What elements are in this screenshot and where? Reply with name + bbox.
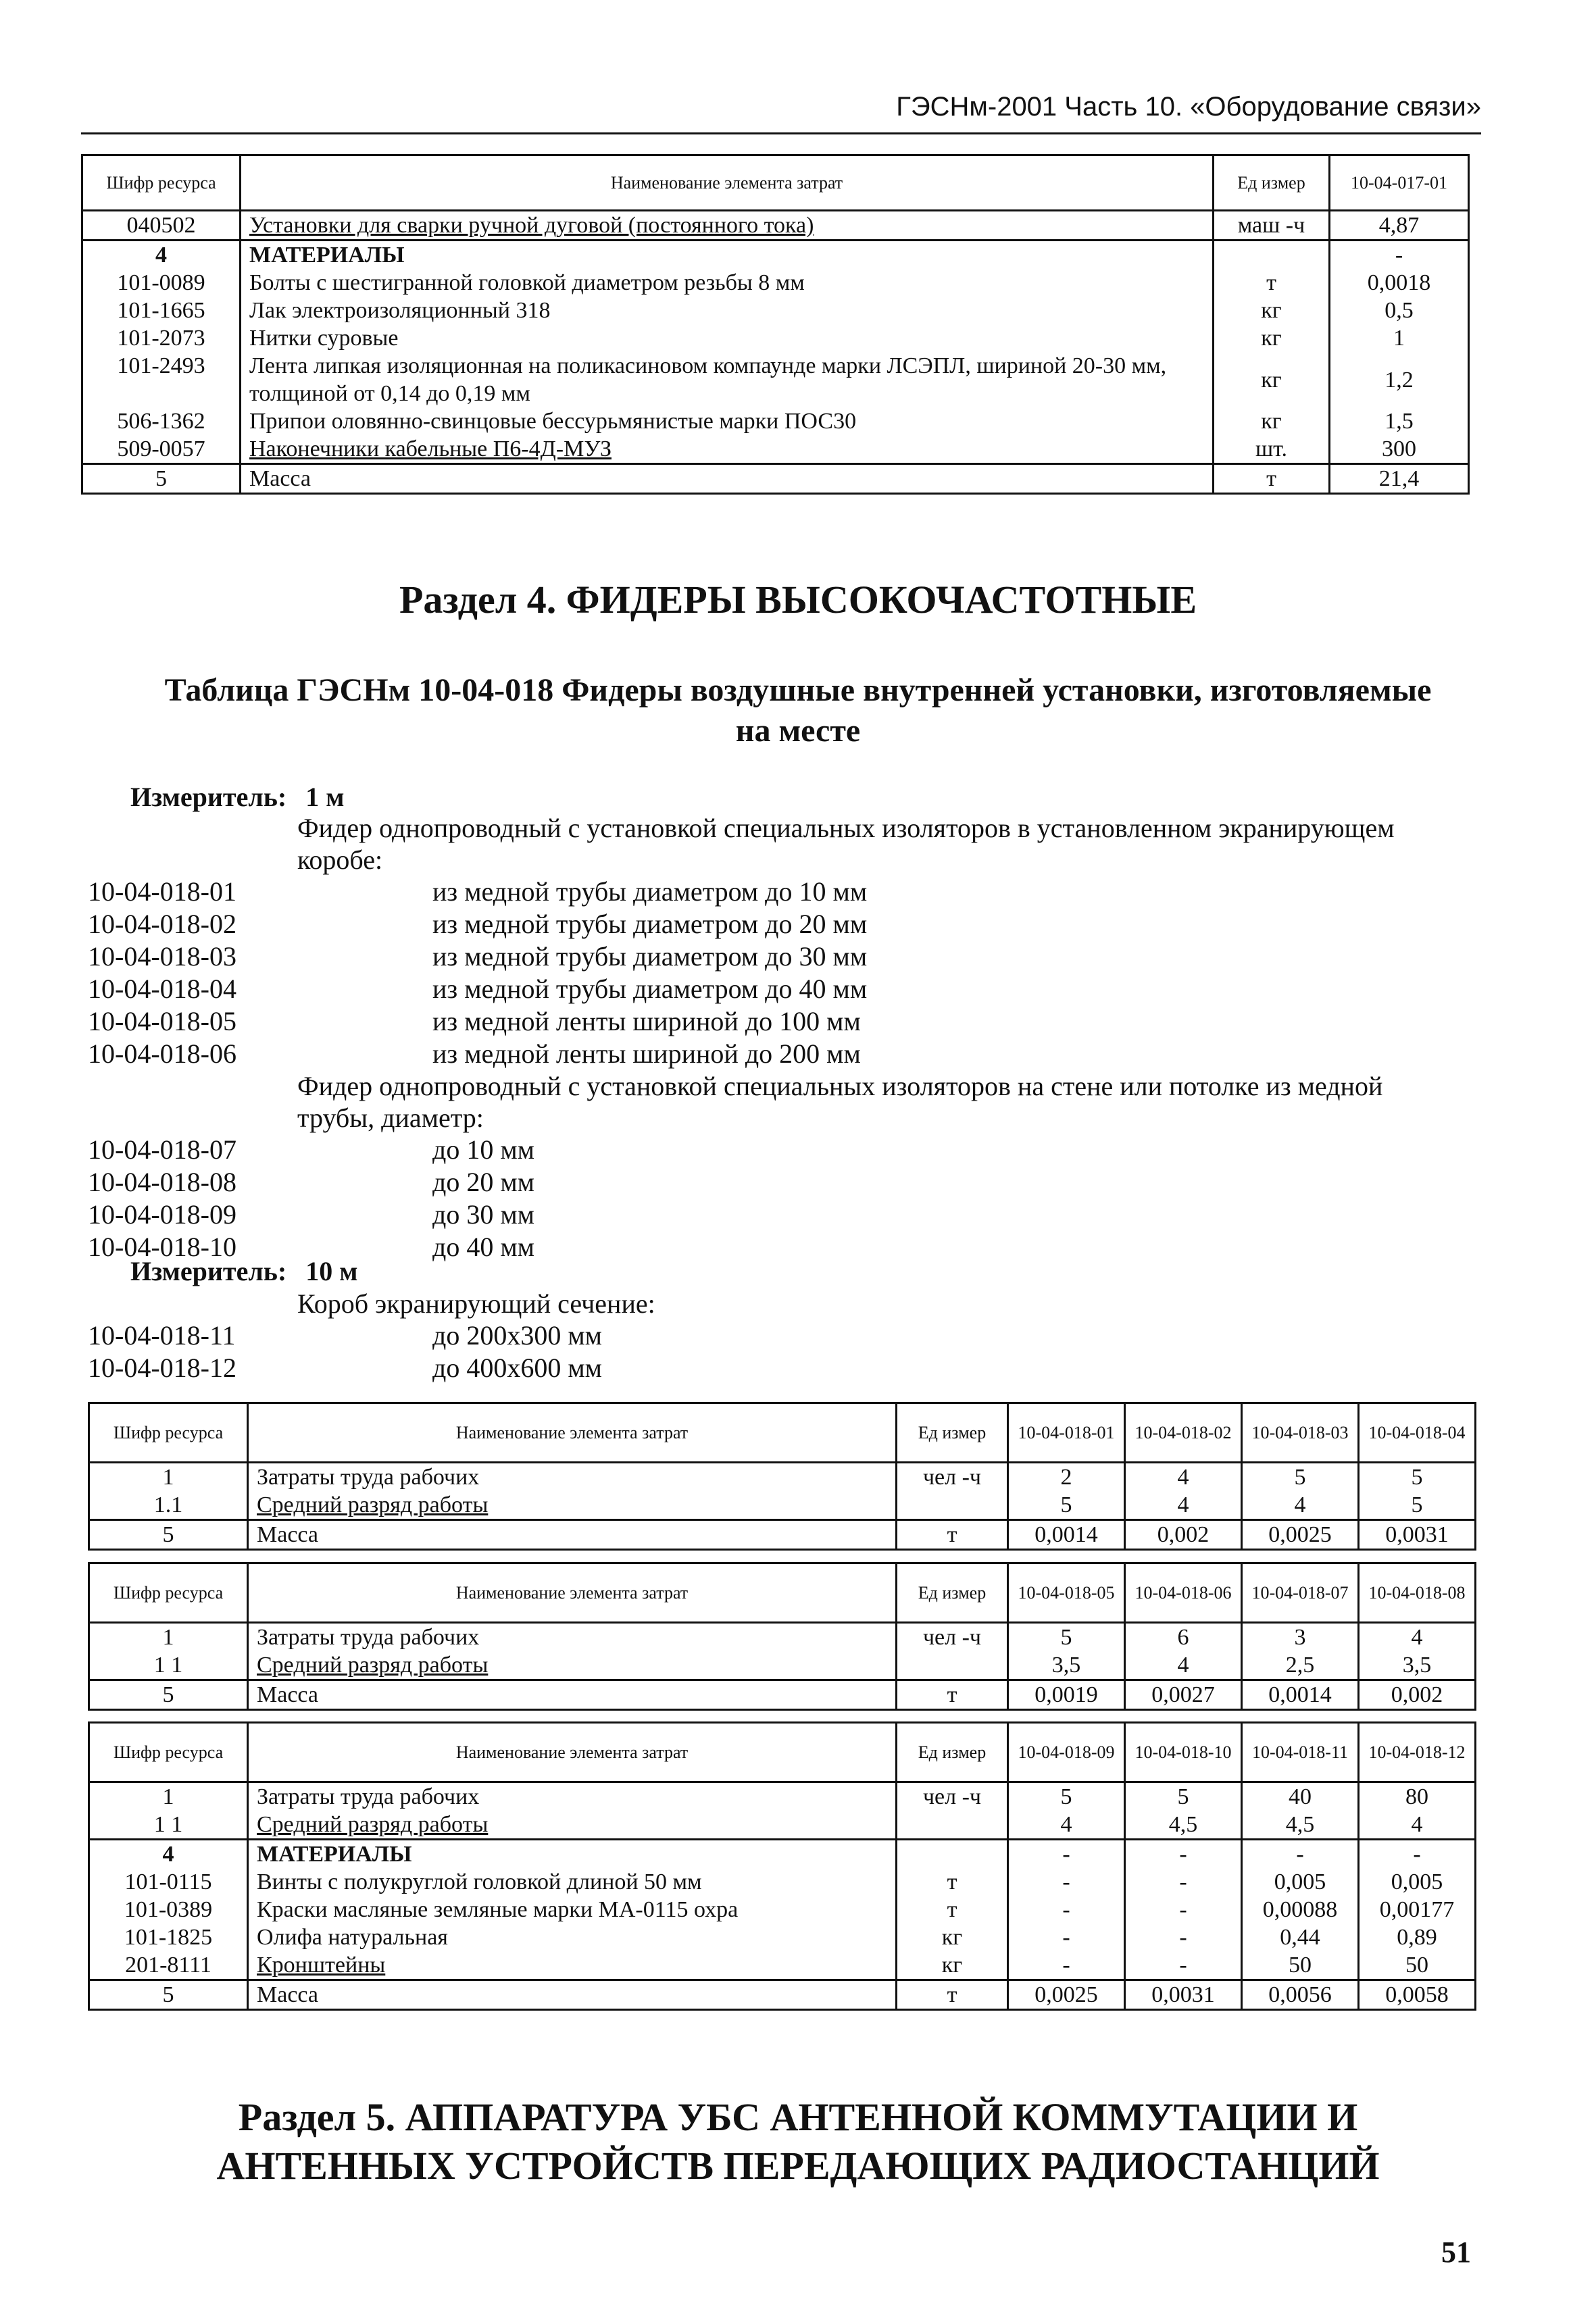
column-header: 10-04-018-08 <box>1359 1563 1476 1623</box>
resource-code: 1 1 <box>89 1651 248 1680</box>
resource-value: - <box>1125 1951 1242 1980</box>
resource-value: 0,0014 <box>1008 1520 1125 1550</box>
table-row <box>89 1623 1476 1652</box>
table-heading-line: на месте <box>735 713 861 749</box>
resource-value: 300 <box>1330 435 1469 464</box>
column-header: 10-04-018-12 <box>1359 1723 1476 1782</box>
resource-unit <box>897 1811 1008 1840</box>
resource-name: Затраты труда рабочих <box>248 1623 897 1652</box>
item-code: 10-04-018-07 <box>88 1134 236 1165</box>
resource-value: 4,5 <box>1242 1811 1359 1840</box>
list-item <box>88 940 1474 973</box>
resource-code: 101-0115 <box>89 1868 248 1896</box>
table-row <box>89 1868 1476 1896</box>
resource-value: 80 <box>1359 1782 1476 1811</box>
list-item <box>88 973 1474 1005</box>
resource-unit: кг <box>1214 407 1330 435</box>
table-row <box>82 241 1469 270</box>
resource-unit: т <box>1214 464 1330 494</box>
resource-value: 6 <box>1125 1623 1242 1652</box>
table-row <box>89 1980 1476 2010</box>
resource-unit <box>1214 241 1330 270</box>
item-text: до 10 мм <box>432 1134 534 1165</box>
resource-code: 506-1362 <box>82 407 241 435</box>
resource-value: - <box>1359 1840 1476 1869</box>
resource-value: 4 <box>1359 1811 1476 1840</box>
resource-unit: кг <box>897 1951 1008 1980</box>
meter-label: Измеритель: <box>130 1256 287 1286</box>
resource-value: 50 <box>1359 1951 1476 1980</box>
resource-value: - <box>1125 1868 1242 1896</box>
column-header: Шифр ресурса <box>82 155 241 211</box>
resource-name: Средний разряд работы <box>248 1811 897 1840</box>
resource-value: 5 <box>1008 1782 1125 1811</box>
resource-value: 5 <box>1359 1491 1476 1520</box>
resource-code: 509-0057 <box>82 435 241 464</box>
resource-unit: т <box>897 1980 1008 2010</box>
resource-code: 040502 <box>82 211 241 241</box>
column-header: Шифр ресурса <box>89 1403 248 1463</box>
resource-unit: шт. <box>1214 435 1330 464</box>
list-item <box>88 1319 1474 1352</box>
section-5-heading <box>0 2093 1596 2190</box>
resource-value: 0,0019 <box>1008 1680 1125 1710</box>
resource-value: 4 <box>1359 1623 1476 1652</box>
list-item <box>88 1199 1474 1231</box>
item-text: из медной ленты шириной до 200 мм <box>432 1038 861 1069</box>
resource-code: 101-1665 <box>82 297 241 324</box>
resource-value: 5 <box>1242 1463 1359 1492</box>
work-description: Короб экранирующий сечение: <box>297 1288 655 1319</box>
table-heading-line: Таблица ГЭСНм 10-04-018 Фидеры воздушные внутренней установки, изготовляемые <box>164 672 1432 708</box>
resource-name: Масса <box>248 1980 897 2010</box>
column-header: Шифр ресурса <box>89 1723 248 1782</box>
resource-unit: т <box>897 1896 1008 1923</box>
resource-value: - <box>1008 1840 1125 1869</box>
resource-name: МАТЕРИАЛЫ <box>241 241 1214 270</box>
resource-value: 0,005 <box>1359 1868 1476 1896</box>
item-text: из медной трубы диаметром до 20 мм <box>432 909 868 939</box>
meter-value: 1 м <box>305 782 345 812</box>
item-text: до 30 мм <box>432 1199 534 1230</box>
resource-value: 0,5 <box>1330 297 1469 324</box>
resource-table-017 <box>81 154 1470 495</box>
item-code: 10-04-018-05 <box>88 1006 236 1036</box>
resource-unit: т <box>897 1680 1008 1710</box>
meter-value: 10 м <box>305 1256 358 1286</box>
resource-code: 101-1825 <box>89 1923 248 1951</box>
column-header: Ед измер <box>897 1723 1008 1782</box>
table-row <box>82 464 1469 494</box>
resource-name: Винты с полукруглой головкой длиной 50 мм <box>248 1868 897 1896</box>
table-row <box>89 1680 1476 1710</box>
table-row <box>89 1840 1476 1869</box>
item-code: 10-04-018-10 <box>88 1232 236 1262</box>
resource-value: 5 <box>1359 1463 1476 1492</box>
resource-table-018-c <box>88 1721 1476 2011</box>
column-header: 10-04-018-07 <box>1242 1563 1359 1623</box>
resource-value: 4,87 <box>1330 211 1469 241</box>
resource-code: 5 <box>89 1520 248 1550</box>
item-code: 10-04-018-04 <box>88 974 236 1004</box>
resource-value: 0,0027 <box>1125 1680 1242 1710</box>
resource-unit: кг <box>897 1923 1008 1951</box>
resource-name: Олифа натуральная <box>248 1923 897 1951</box>
resource-value: 0,0058 <box>1359 1980 1476 2010</box>
item-code: 10-04-018-08 <box>88 1167 236 1197</box>
table-row <box>82 211 1469 241</box>
resource-value: 3,5 <box>1359 1651 1476 1680</box>
resource-code: 4 <box>82 241 241 270</box>
column-header: 10-04-018-09 <box>1008 1723 1125 1782</box>
resource-code: 5 <box>82 464 241 494</box>
resource-name: Затраты труда рабочих <box>248 1463 897 1492</box>
resource-name: Кронштейны <box>248 1951 897 1980</box>
column-header: Наименование элемента затрат <box>248 1723 897 1782</box>
resource-value: 3 <box>1242 1623 1359 1652</box>
resource-value: 1,5 <box>1330 407 1469 435</box>
table-row <box>89 1520 1476 1550</box>
column-header: Шифр ресурса <box>89 1563 248 1623</box>
table-row <box>82 269 1469 297</box>
resource-value: - <box>1330 241 1469 270</box>
work-description-line: Фидер однопроводный с установкой специальных изоляторов в установленном экранирующем <box>297 813 1395 843</box>
column-header: Ед измер <box>897 1403 1008 1463</box>
resource-value: 40 <box>1242 1782 1359 1811</box>
item-text: из медной трубы диаметром до 10 мм <box>432 876 868 907</box>
resource-value: 5 <box>1008 1491 1125 1520</box>
resource-code: 101-2493 <box>82 352 241 407</box>
resource-value: 0,002 <box>1125 1520 1242 1550</box>
resource-value: 4 <box>1125 1651 1242 1680</box>
resource-value: 0,44 <box>1242 1923 1359 1951</box>
resource-code: 1 <box>89 1782 248 1811</box>
resource-value: - <box>1008 1951 1125 1980</box>
resource-value: 0,0018 <box>1330 269 1469 297</box>
item-text: до 20 мм <box>432 1167 534 1197</box>
column-header: Ед измер <box>897 1563 1008 1623</box>
item-text: до 200х300 мм <box>432 1320 602 1351</box>
resource-value: - <box>1125 1923 1242 1951</box>
column-header: 10-04-017-01 <box>1330 155 1469 211</box>
resource-value: 4 <box>1008 1811 1125 1840</box>
resource-value: 0,0025 <box>1242 1520 1359 1550</box>
table-row <box>82 324 1469 352</box>
table-row <box>89 1896 1476 1923</box>
resource-value: 4 <box>1125 1463 1242 1492</box>
section-heading-line: Раздел 5. АППАРАТУРА УБС АНТЕННОЙ КОММУТАЦИИ И <box>238 2095 1358 2139</box>
item-code: 10-04-018-09 <box>88 1199 236 1230</box>
resource-unit: кг <box>1214 352 1330 407</box>
resource-code: 1 <box>89 1623 248 1652</box>
resource-unit: т <box>1214 269 1330 297</box>
resource-value: 3,5 <box>1008 1651 1125 1680</box>
item-text: из медной ленты шириной до 100 мм <box>432 1006 861 1036</box>
resource-value: 2,5 <box>1242 1651 1359 1680</box>
resource-value: 1,2 <box>1330 352 1469 407</box>
resource-value: - <box>1125 1896 1242 1923</box>
section-heading-line: АНТЕННЫХ УСТРОЙСТВ ПЕРЕДАЮЩИХ РАДИОСТАНЦИЙ <box>216 2144 1380 2188</box>
column-header: Ед измер <box>1214 155 1330 211</box>
resource-value: 0,002 <box>1359 1680 1476 1710</box>
list-item <box>88 1038 1474 1070</box>
item-text: до 40 мм <box>432 1232 534 1262</box>
resource-value: 4 <box>1242 1491 1359 1520</box>
list-item <box>88 876 1474 908</box>
page-number: 51 <box>1441 2236 1471 2269</box>
resource-value: 0,0014 <box>1242 1680 1359 1710</box>
resource-name: Лак электроизоляционный 318 <box>241 297 1214 324</box>
column-header: 10-04-018-06 <box>1125 1563 1242 1623</box>
meter-label: Измеритель: <box>130 782 287 812</box>
resource-unit <box>897 1651 1008 1680</box>
resource-code: 201-8111 <box>89 1951 248 1980</box>
resource-value: 1 <box>1330 324 1469 352</box>
resource-table-018-b <box>88 1562 1476 1711</box>
resource-value: 0,0031 <box>1359 1520 1476 1550</box>
resource-value: 4,5 <box>1125 1811 1242 1840</box>
resource-unit <box>897 1491 1008 1520</box>
list-item <box>88 1166 1474 1199</box>
resource-table-018-a <box>88 1402 1476 1551</box>
resource-code: 101-0089 <box>82 269 241 297</box>
resource-unit: чел -ч <box>897 1463 1008 1492</box>
resource-unit: т <box>897 1868 1008 1896</box>
work-description-line: трубы, диаметр: <box>297 1103 484 1133</box>
resource-name: МАТЕРИАЛЫ <box>248 1840 897 1869</box>
resource-code: 101-2073 <box>82 324 241 352</box>
resource-unit: кг <box>1214 297 1330 324</box>
resource-code: 1.1 <box>89 1491 248 1520</box>
resource-name: Масса <box>241 464 1214 494</box>
resource-value: 50 <box>1242 1951 1359 1980</box>
list-item <box>88 908 1474 940</box>
table-row <box>89 1651 1476 1680</box>
resource-value: 5 <box>1008 1623 1125 1652</box>
resource-name: Средний разряд работы <box>248 1491 897 1520</box>
resource-value: 4 <box>1125 1491 1242 1520</box>
resource-name: Нитки суровые <box>241 324 1214 352</box>
table-row <box>82 297 1469 324</box>
item-code: 10-04-018-03 <box>88 941 236 972</box>
resource-code: 1 <box>89 1463 248 1492</box>
table-row <box>82 435 1469 464</box>
resource-value: 0,0031 <box>1125 1980 1242 2010</box>
item-code: 10-04-018-11 <box>88 1320 236 1351</box>
column-header: Наименование элемента затрат <box>248 1563 897 1623</box>
work-description-line: Фидер однопроводный с установкой специальных изоляторов на стене или потолке из медной <box>297 1071 1383 1101</box>
resource-code: 4 <box>89 1840 248 1869</box>
resource-value: - <box>1008 1868 1125 1896</box>
table-row <box>82 352 1469 407</box>
item-code: 10-04-018-02 <box>88 909 236 939</box>
resource-value: 0,0056 <box>1242 1980 1359 2010</box>
resource-name: Болты с шестигранной головкой диаметром резьбы 8 мм <box>241 269 1214 297</box>
resource-name: Краски масляные земляные марки МА-0115 охра <box>248 1896 897 1923</box>
resource-value: 2 <box>1008 1463 1125 1492</box>
resource-name: Припои оловянно-свинцовые бессурьмянистые марки ПОС30 <box>241 407 1214 435</box>
running-header: ГЭСНм-2001 Часть 10. «Оборудование связи» <box>81 86 1481 134</box>
column-header: 10-04-018-11 <box>1242 1723 1359 1782</box>
table-heading <box>81 670 1515 751</box>
column-header: 10-04-018-03 <box>1242 1403 1359 1463</box>
resource-value: - <box>1008 1896 1125 1923</box>
table-row <box>89 1463 1476 1492</box>
resource-name: Средний разряд работы <box>248 1651 897 1680</box>
resource-code: 5 <box>89 1980 248 2010</box>
resource-name: Масса <box>248 1520 897 1550</box>
resource-value: 5 <box>1125 1782 1242 1811</box>
resource-code: 1 1 <box>89 1811 248 1840</box>
resource-unit: кг <box>1214 324 1330 352</box>
item-code: 10-04-018-12 <box>88 1353 236 1383</box>
list-item <box>88 1352 1474 1384</box>
resource-name: Установки для сварки ручной дуговой (постоянного тока) <box>241 211 1214 241</box>
work-description <box>297 812 1474 876</box>
column-header: 10-04-018-02 <box>1125 1403 1242 1463</box>
meter-line <box>130 1255 357 1288</box>
resource-unit: чел -ч <box>897 1782 1008 1811</box>
table-row <box>82 407 1469 435</box>
item-text: из медной трубы диаметром до 30 мм <box>432 941 868 972</box>
section-4-heading: Раздел 4. ФИДЕРЫ ВЫСОКОЧАСТОТНЫЕ <box>399 578 1197 622</box>
column-header: Наименование элемента затрат <box>248 1403 897 1463</box>
item-code: 10-04-018-06 <box>88 1038 236 1069</box>
list-item <box>88 1134 1474 1166</box>
resource-value: - <box>1125 1840 1242 1869</box>
resource-unit <box>897 1840 1008 1869</box>
item-text: до 400х600 мм <box>432 1353 602 1383</box>
table-row <box>89 1782 1476 1811</box>
column-header: 10-04-018-10 <box>1125 1723 1242 1782</box>
resource-value: 0,00088 <box>1242 1896 1359 1923</box>
work-list-2 <box>88 1288 1474 1384</box>
resource-name: Масса <box>248 1680 897 1710</box>
table-row <box>89 1951 1476 1980</box>
resource-value: 21,4 <box>1330 464 1469 494</box>
column-header: Наименование элемента затрат <box>241 155 1214 211</box>
column-header: 10-04-018-05 <box>1008 1563 1125 1623</box>
column-header: 10-04-018-04 <box>1359 1403 1476 1463</box>
work-list-1 <box>88 812 1474 1263</box>
resource-unit: маш -ч <box>1214 211 1330 241</box>
item-text: из медной трубы диаметром до 40 мм <box>432 974 868 1004</box>
resource-value: 0,00177 <box>1359 1896 1476 1923</box>
table-row <box>89 1923 1476 1951</box>
table-row <box>89 1811 1476 1840</box>
resource-unit: чел -ч <box>897 1623 1008 1652</box>
resource-name: Лента липкая изоляционная на поликасиновом компаунде марки ЛСЭПЛ, шириной 20-30 мм, толщиной от 0,14 до 0,19 мм <box>241 352 1214 407</box>
list-item <box>88 1005 1474 1038</box>
meter-line <box>130 781 344 813</box>
column-header: 10-04-018-01 <box>1008 1403 1125 1463</box>
resource-unit: т <box>897 1520 1008 1550</box>
resource-value: 0,0025 <box>1008 1980 1125 2010</box>
resource-name: Наконечники кабельные П6-4Д-МУЗ <box>241 435 1214 464</box>
work-description-line: коробе: <box>297 845 383 875</box>
table-row <box>89 1491 1476 1520</box>
resource-name: Затраты труда рабочих <box>248 1782 897 1811</box>
resource-value: - <box>1008 1923 1125 1951</box>
resource-value: 0,005 <box>1242 1868 1359 1896</box>
resource-code: 5 <box>89 1680 248 1710</box>
work-description <box>297 1070 1474 1134</box>
resource-value: - <box>1242 1840 1359 1869</box>
item-code: 10-04-018-01 <box>88 876 236 907</box>
resource-value: 0,89 <box>1359 1923 1476 1951</box>
resource-code: 101-0389 <box>89 1896 248 1923</box>
